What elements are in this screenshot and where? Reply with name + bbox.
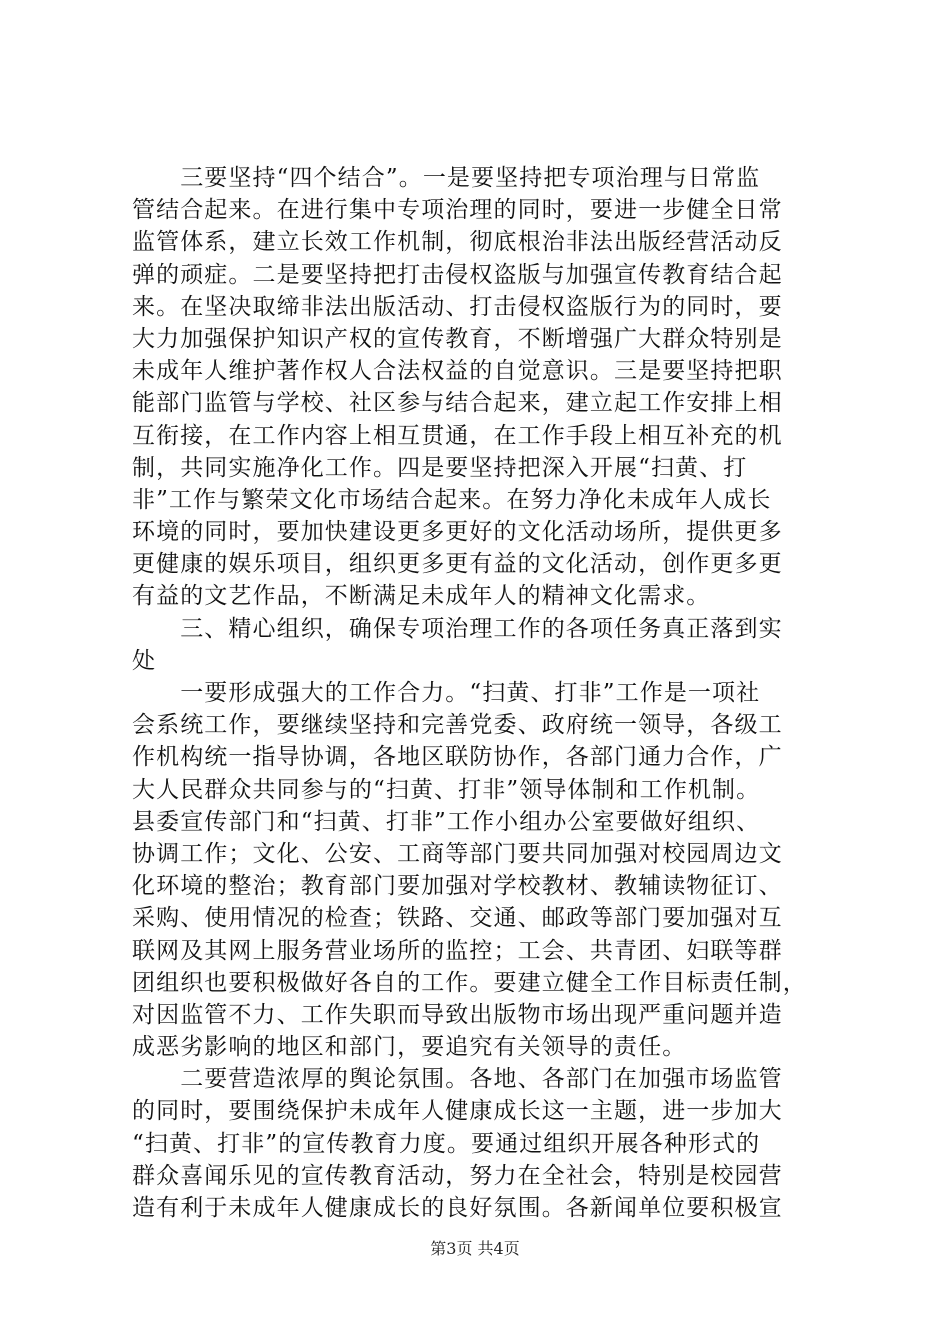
text-line: 互衔接，在工作内容上相互贯通，在工作手段上相互补充的机 xyxy=(132,422,783,449)
text-line: 大人民群众共同参与的“扫黄、打非”领导体制和工作机制。 xyxy=(132,776,761,803)
text-line: 弹的顽症。二是要坚持把打击侵权盗版与加强宣传教育结合起 xyxy=(132,261,783,288)
text-line: 大力加强保护知识产权的宣传教育，不断增强广大群众特别是 xyxy=(132,325,783,352)
heading-line: 三、精心组织，确保专项治理工作的各项任务真正落到实 xyxy=(132,615,783,642)
text-line: 三要坚持“四个结合”。一是要坚持把专项治理与日常监 xyxy=(132,165,761,191)
text-line: 化环境的整治；教育部门要加强对学校教材、教辅读物征订、 xyxy=(132,873,783,900)
text-line: 协调工作；文化、公安、工商等部门要共同加强对校园周边文 xyxy=(132,840,783,867)
text-line: 管结合起来。在进行集中专项治理的同时，要进一步健全日常 xyxy=(132,197,783,224)
text-line: 联网及其网上服务营业场所的监控；工会、共青团、妇联等群 xyxy=(132,937,783,964)
heading-line: 处 xyxy=(132,647,157,674)
body-text xyxy=(132,162,832,1224)
text-line: 制，共同实施净化工作。四是要坚持把深入开展“扫黄、打 xyxy=(132,454,748,481)
paragraph-public-opinion xyxy=(132,1063,832,1224)
page-footer xyxy=(0,1238,950,1260)
text-line: 非”工作与繁荣文化市场结合起来。在努力净化未成年人成长 xyxy=(132,486,772,513)
text-line: 会系统工作，要继续坚持和完善党委、政府统一领导，各级工 xyxy=(132,712,783,739)
text-line: 作机构统一指导协调，各地区联防协作，各部门通力合作，广 xyxy=(132,744,783,771)
text-line: 县委宣传部门和“扫黄、打非”工作小组办公室要做好组织、 xyxy=(132,808,761,835)
text-line: 团组织也要积极做好各自的工作。要建立健全工作目标责任制， xyxy=(132,969,807,996)
text-line: 造有利于未成年人健康成长的良好氛围。各新闻单位要积极宣 xyxy=(132,1195,783,1221)
text-line: 一要形成强大的工作合力。“扫黄、打非”工作是一项社 xyxy=(132,680,761,706)
text-line: 的同时，要围绕保护未成年人健康成长这一主题，进一步加大 xyxy=(132,1098,783,1125)
text-line: 更健康的娱乐项目，组织更多更有益的文化活动，创作更多更 xyxy=(132,551,783,578)
text-line: 环境的同时，要加快建设更多更好的文化活动场所，提供更多 xyxy=(132,519,783,546)
text-line: 对因监管不力、工作失职而导致出版物市场出现严重问题并造 xyxy=(132,1001,783,1028)
text-line: “扫黄、打非”的宣传教育力度。要通过组织开展各种形式的 xyxy=(132,1130,761,1157)
text-line: 群众喜闻乐见的宣传教育活动，努力在全社会，特别是校园营 xyxy=(132,1162,783,1189)
paragraph-four-combinations xyxy=(132,162,832,613)
text-line: 监管体系，建立长效工作机制，彻底根治非法出版经营活动反 xyxy=(132,229,783,256)
text-line: 能部门监管与学校、社区参与结合起来，建立起工作安排上相 xyxy=(132,390,783,417)
text-line: 二要营造浓厚的舆论氛围。各地、各部门在加强市场监管 xyxy=(132,1066,783,1093)
section-heading-three xyxy=(132,613,832,677)
text-line: 有益的文艺作品，不断满足未成年人的精神文化需求。 xyxy=(132,583,711,610)
text-line: 采购、使用情况的检查；铁路、交通、邮政等部门要加强对互 xyxy=(132,905,783,932)
paragraph-work-synergy xyxy=(132,677,832,1063)
text-line: 未成年人维护著作权人合法权益的自觉意识。三是要坚持把职 xyxy=(132,358,783,385)
text-line: 来。在坚决取缔非法出版活动、打击侵权盗版行为的同时，要 xyxy=(132,293,783,320)
text-line: 成恶劣影响的地区和部门，要追究有关领导的责任。 xyxy=(132,1034,687,1061)
page-number-label: 第3页 共4页 xyxy=(430,1239,520,1258)
